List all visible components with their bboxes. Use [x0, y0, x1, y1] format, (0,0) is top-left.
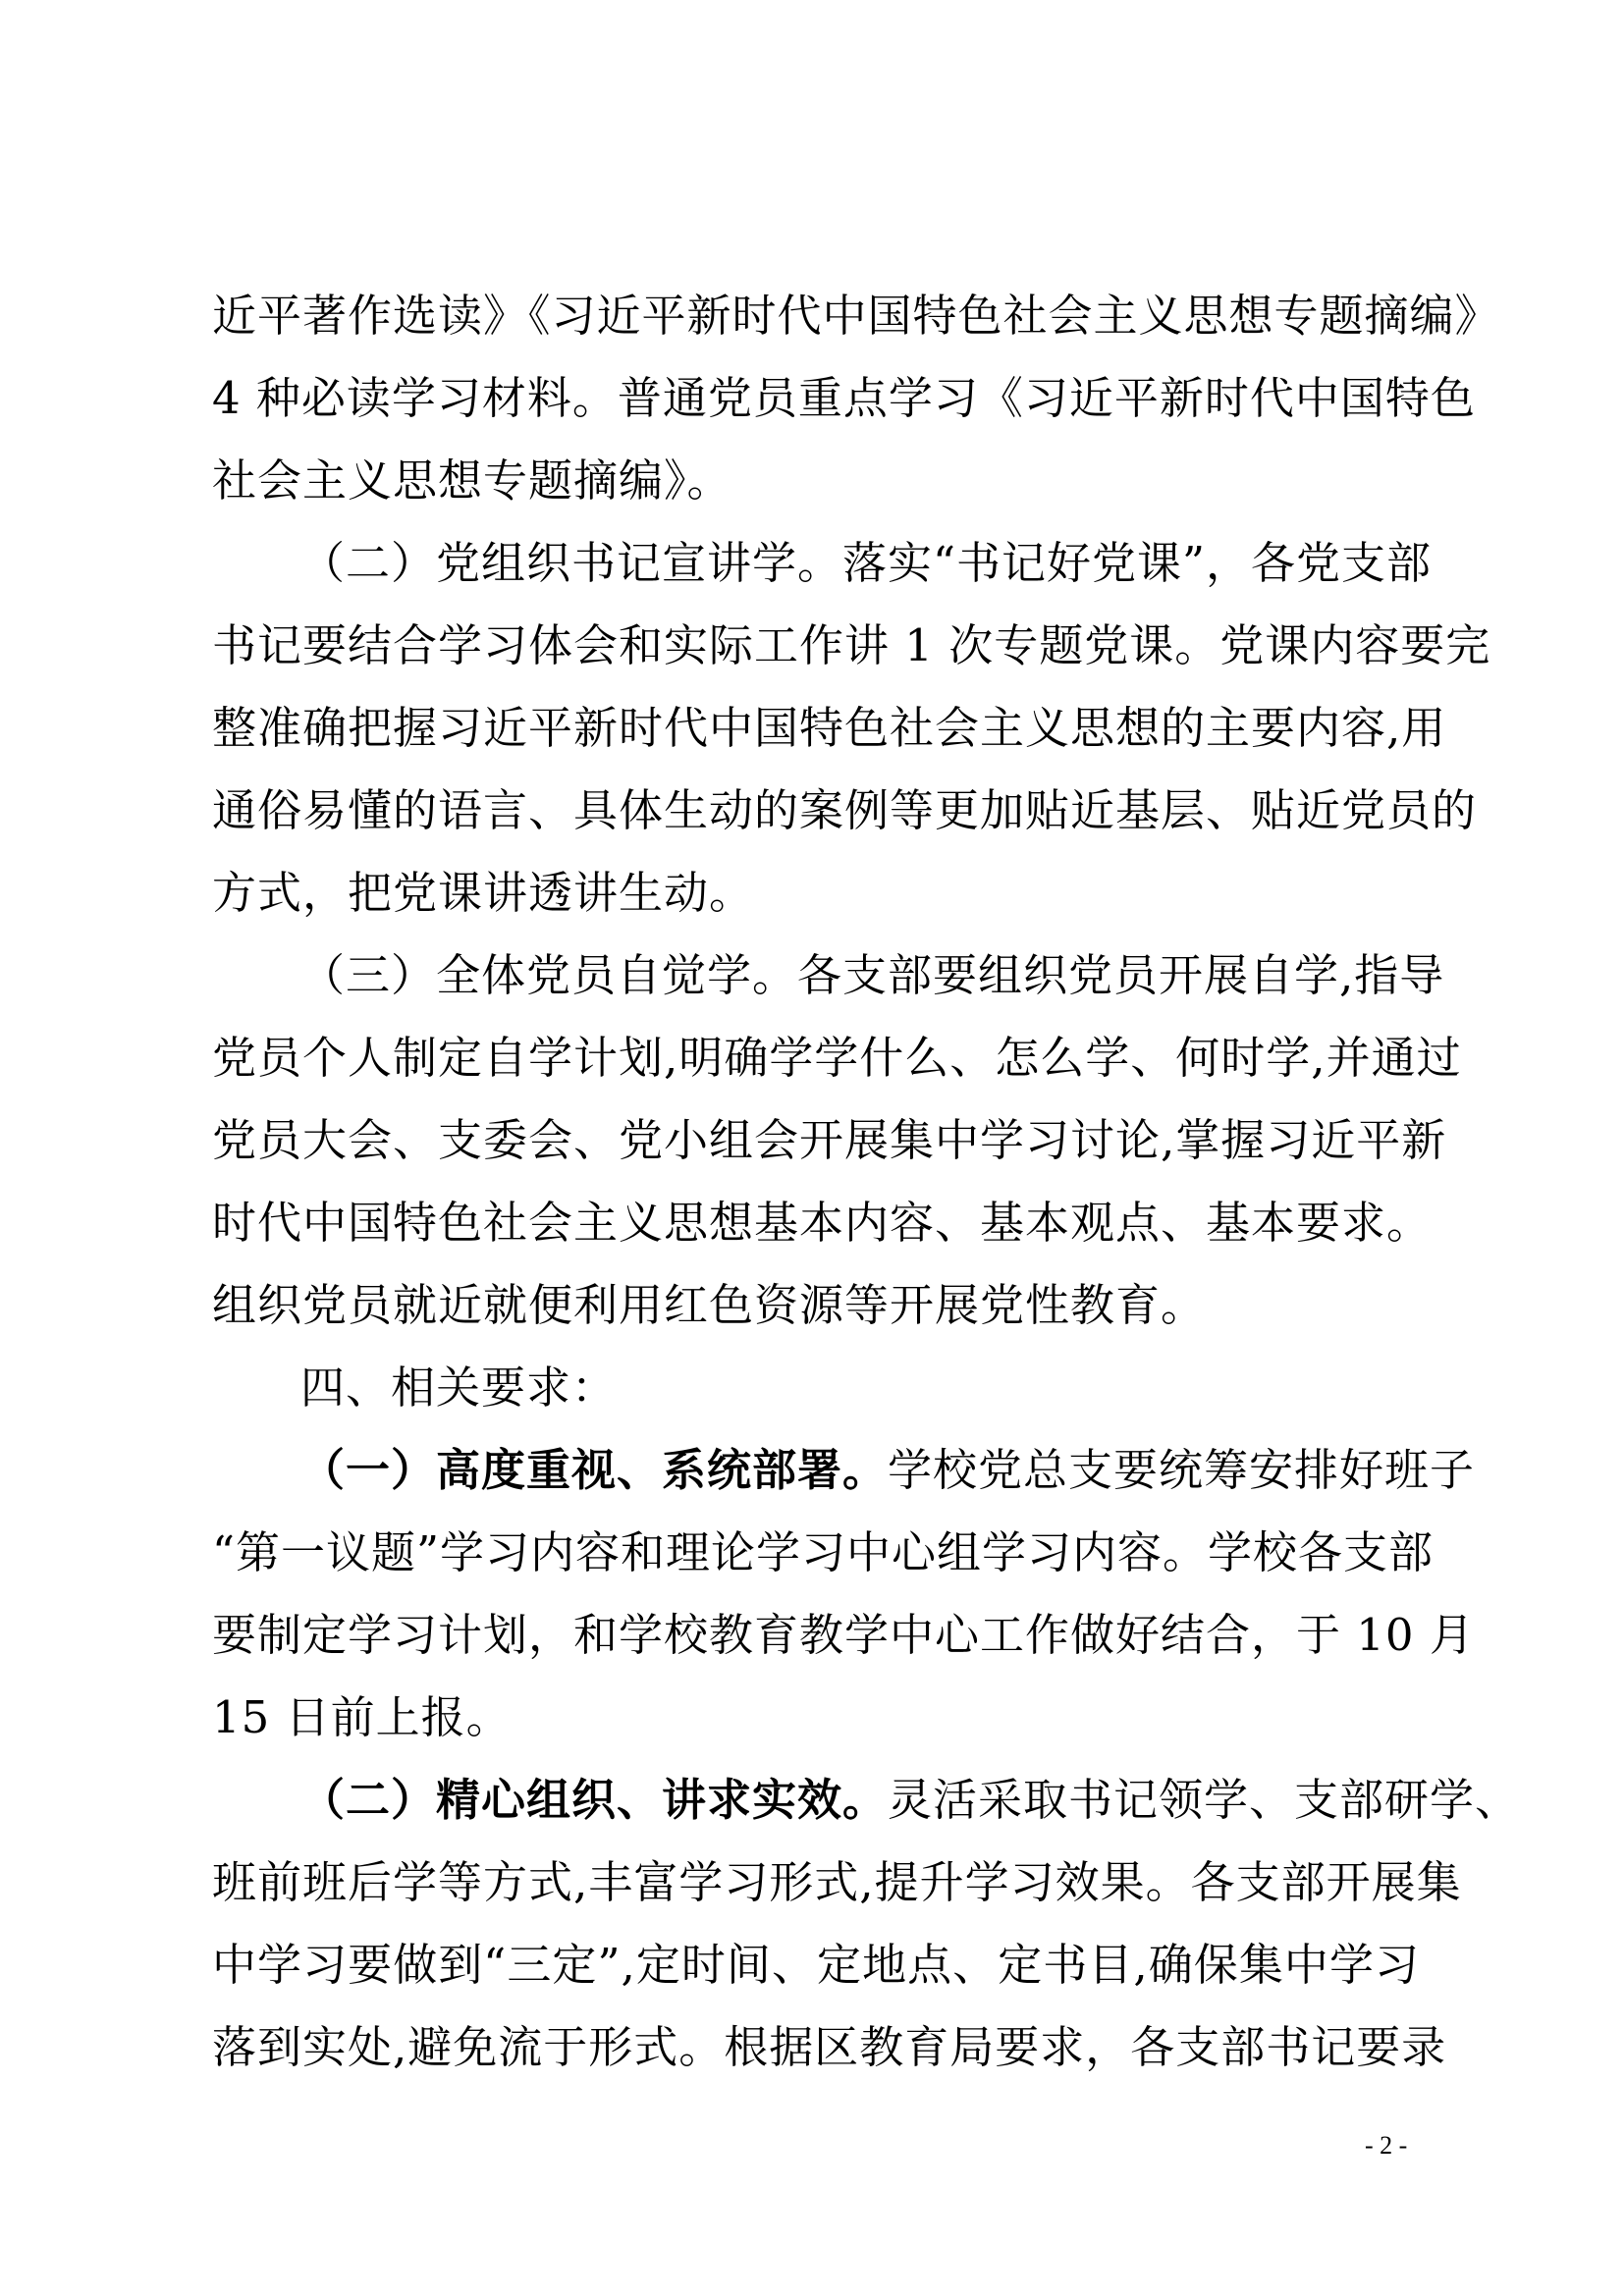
subheading-bold: （一）高度重视、系统部署。 [300, 1444, 889, 1496]
subheading-bold: （二）精心组织、讲求实效。 [300, 1774, 889, 1826]
body-line: 要制定学习计划，和学校教育教学中心工作做好结合，于 10 月 [212, 1609, 1475, 1661]
body-line: 时代中国特色社会主义思想基本内容、基本观点、基本要求。 [212, 1197, 1433, 1249]
body-line: 党员大会、支委会、党小组会开展集中学习讨论,掌握习近平新 [212, 1114, 1447, 1166]
body-line: 整准确把握习近平新时代中国特色社会主义思想的主要内容,用 [212, 702, 1447, 754]
body-line: 党员个人制定自学计划,明确学学什么、怎么学、何时学,并通过 [212, 1032, 1462, 1084]
body-line-text: 学校党总支要统筹安排好班子 [888, 1444, 1476, 1496]
body-line: 组织党员就近就便利用红色资源等开展党性教育。 [212, 1279, 1207, 1331]
body-line: 社会主义思想专题摘编》。 [212, 454, 732, 507]
body-line: 中学习要做到“三定”,定时间、定地点、定书目,确保集中学习 [212, 1939, 1420, 1991]
page-number: - 2 - [1365, 2131, 1408, 2160]
body-line [300, 1429, 1476, 1512]
body-line-text: 灵活采取书记领学、支部研学、 [888, 1774, 1521, 1826]
section-heading: 四、相关要求： [300, 1362, 618, 1414]
body-line: 15 日前上报。 [212, 1691, 512, 1743]
body-line: 4 种必读学习材料。普通党员重点学习《习近平新时代中国特色 [212, 372, 1476, 424]
body-line: 近平著作选读》《习近平新时代中国特色社会主义思想专题摘编》 [212, 290, 1500, 342]
body-line: 方式，把党课讲透讲生动。 [212, 867, 755, 919]
body-line: 落到实处,避免流于形式。根据区教育局要求，各支部书记要录 [212, 2021, 1447, 2073]
body-line: “第一议题”学习内容和理论学习中心组学习内容。学校各支部 [212, 1526, 1435, 1578]
body-line: （三）全体党员自觉学。各支部要组织党员开展自学,指导 [300, 949, 1445, 1001]
body-line: 通俗易懂的语言、具体生动的案例等更加贴近基层、贴近党员的 [212, 784, 1478, 836]
body-line [300, 1759, 1521, 1842]
body-line: 书记要结合学习体会和实际工作讲 1 次专题党课。党课内容要完 [212, 619, 1491, 671]
body-line: 班前班后学等方式,丰富学习形式,提升学习效果。各支部开展集 [212, 1856, 1462, 1908]
body-line: （二）党组织书记宣讲学。落实“书记好党课”，各党支部 [300, 537, 1433, 589]
